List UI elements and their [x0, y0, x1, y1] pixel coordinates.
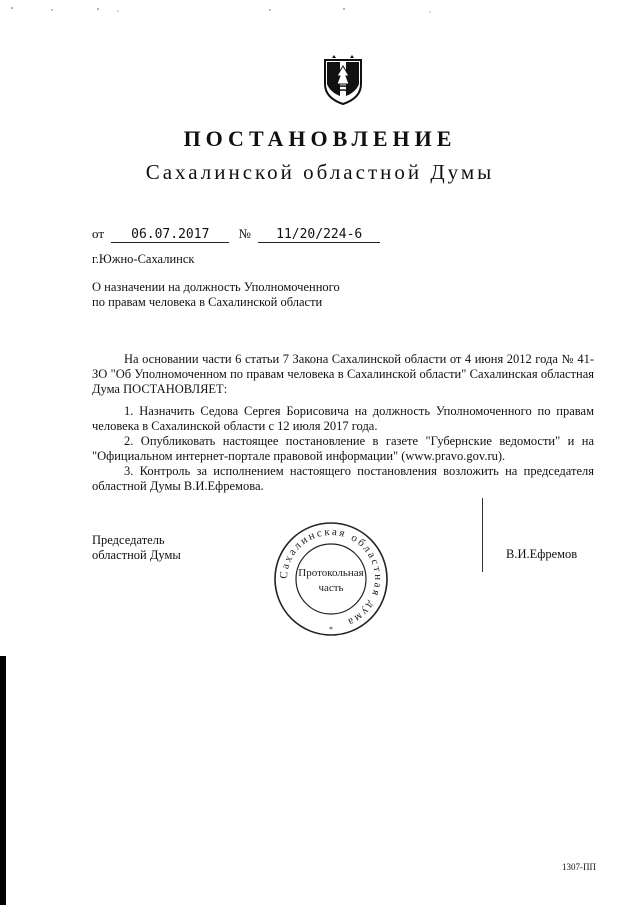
signer-name: В.И.Ефремов: [506, 547, 578, 561]
position-line: Председатель: [92, 533, 165, 547]
subject-line: О назначении на должность Уполномоченного: [92, 280, 340, 294]
sakhalin-coat-of-arms-icon: [322, 54, 364, 106]
subject-line: по правам человека в Сахалинской области: [92, 295, 323, 309]
official-stamp: [272, 520, 390, 638]
signer-position: [92, 533, 181, 563]
stamp-center-line: Протокольная: [298, 567, 364, 579]
document-number: 11/20/224-6: [258, 227, 380, 243]
document-subject: [92, 280, 340, 310]
handwritten-signature: [482, 498, 483, 572]
number-label: №: [238, 226, 251, 241]
city: г.Южно-Сахалинск: [92, 252, 195, 266]
resolution-items: [92, 404, 594, 494]
preamble-text: На основании части 6 статьи 7 Закона Сахалинской области от 4 июня 2012 года № 41-ЗО "Об Уполномоченном по правам человека в Сахалинской области" Сахалинская областная Дума ПОСТАНОВЛЯЕТ:: [92, 352, 594, 396]
scan-noise: [0, 0, 640, 20]
stamp-ring-text: Сахалинская областная дума: [277, 525, 385, 629]
document-title: ПОСТАНОВЛЕНИЕ: [183, 126, 457, 151]
position-line: областной Думы: [92, 548, 181, 562]
resolution-item: 1. Назначить Седова Сергея Борисовича на должность Уполномоченного по правам человека в Сахалинской области с 12 июля 2017 года.: [92, 404, 594, 433]
date-label: от: [92, 226, 105, 241]
resolution-item: 2. Опубликовать настоящее постановление в газете "Губернские ведомости" и на "Официальном интернет-портале правовой информации" (www.pravo.gov.ru).: [92, 434, 594, 463]
document-issuer: Сахалинской областной Думы: [145, 160, 495, 184]
svg-text:*: *: [329, 625, 333, 634]
preamble: [92, 352, 594, 397]
stamp-center-line: часть: [318, 582, 344, 594]
scan-edge-shadow: [0, 656, 6, 905]
registration-row: [92, 226, 380, 243]
resolution-item: 3. Контроль за исполнением настоящего постановления возложить на председателя областной Думы В.И.Ефремова.: [92, 464, 594, 493]
document-date: 06.07.2017: [111, 227, 229, 243]
document-code: 1307-ПП: [562, 862, 596, 872]
